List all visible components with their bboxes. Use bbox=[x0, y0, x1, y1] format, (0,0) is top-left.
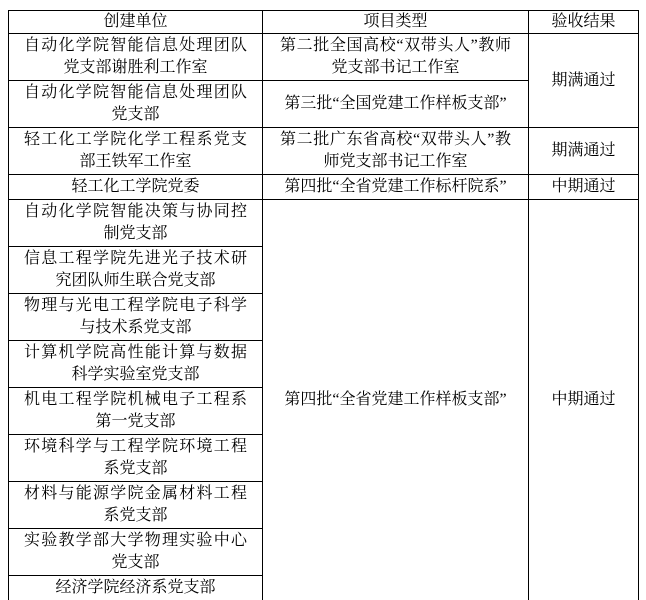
cell-unit: 经济学院经济系党支部 bbox=[9, 576, 263, 600]
table-row bbox=[9, 175, 639, 200]
column-header-unit: 创建单位 bbox=[9, 11, 263, 34]
header-row bbox=[9, 11, 639, 34]
cell-unit: 自动化学院智能信息处理团队党支部 bbox=[9, 81, 263, 128]
cell-result: 中期通过 bbox=[529, 175, 639, 200]
cell-type: 第四批“全省党建工作标杆院系” bbox=[263, 175, 529, 200]
table-row bbox=[9, 128, 639, 175]
table-row bbox=[9, 34, 639, 81]
cell-result: 期满通过 bbox=[529, 128, 639, 175]
cell-unit: 自动化学院智能决策与协同控制党支部 bbox=[9, 200, 263, 247]
cell-type: 第二批全国高校“双带头人”教师党支部书记工作室 bbox=[263, 34, 529, 81]
cell-result-merged: 中期通过 bbox=[529, 200, 639, 600]
cell-unit: 机电工程学院机械电子工程系第一党支部 bbox=[9, 388, 263, 435]
cell-unit: 轻工化工学院党委 bbox=[9, 175, 263, 200]
table-row bbox=[9, 200, 639, 247]
column-header-type: 项目类型 bbox=[263, 11, 529, 34]
cell-type: 第二批广东省高校“双带头人”教师党支部书记工作室 bbox=[263, 128, 529, 175]
cell-unit: 轻工化工学院化学工程系党支部王铁军工作室 bbox=[9, 128, 263, 175]
cell-unit: 实验教学部大学物理实验中心党支部 bbox=[9, 529, 263, 576]
cell-unit: 计算机学院高性能计算与数据科学实验室党支部 bbox=[9, 341, 263, 388]
cell-type-merged: 第四批“全省党建工作样板支部” bbox=[263, 200, 529, 600]
cell-unit: 环境科学与工程学院环境工程系党支部 bbox=[9, 435, 263, 482]
cell-unit: 材料与能源学院金属材料工程系党支部 bbox=[9, 482, 263, 529]
cell-type: 第三批“全国党建工作样板支部” bbox=[263, 81, 529, 128]
column-header-result: 验收结果 bbox=[529, 11, 639, 34]
project-acceptance-table bbox=[8, 10, 639, 600]
cell-unit: 自动化学院智能信息处理团队党支部谢胜利工作室 bbox=[9, 34, 263, 81]
cell-result: 期满通过 bbox=[529, 34, 639, 128]
cell-unit: 物理与光电工程学院电子科学与技术系党支部 bbox=[9, 294, 263, 341]
cell-unit: 信息工程学院先进光子技术研究团队师生联合党支部 bbox=[9, 247, 263, 294]
